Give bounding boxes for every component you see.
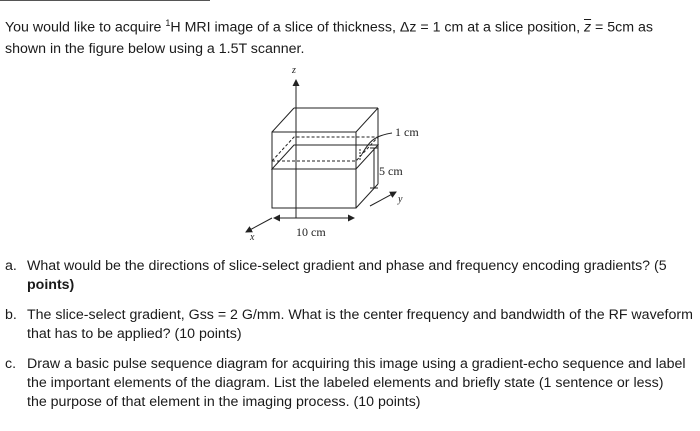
- question-text-line: that has to be applied? (10 points): [27, 326, 242, 342]
- question-text-line: What would be the directions of slice-select gradient and phase and frequency encoding gradients? (5: [27, 258, 667, 274]
- problem-statement: [5, 13, 695, 60]
- question-b: [5, 306, 695, 344]
- y-axis: [370, 192, 396, 206]
- thickness-label: 1 cm: [395, 125, 419, 139]
- question-letter: b.: [5, 307, 17, 323]
- x-axis-label: x: [250, 232, 255, 243]
- slice-geometry-diagram: [220, 58, 440, 248]
- isotope-superscript: 1: [165, 18, 171, 28]
- question-letter: a.: [5, 258, 17, 274]
- cube-front: [272, 132, 356, 208]
- width-label: 10 cm: [296, 225, 326, 239]
- question-letter: c.: [5, 356, 17, 372]
- question-text-line: the important elements of the diagram. List the labeled elements and briefly state (1 sentence or less): [27, 375, 664, 391]
- slice-slab: [272, 137, 378, 161]
- question-list: [5, 257, 695, 423]
- y-axis-label: y: [398, 194, 403, 205]
- thickness-leader: [362, 133, 392, 154]
- slice-geometry-figure: [220, 58, 440, 248]
- position-label: 5 cm: [379, 164, 403, 178]
- x-axis: [246, 218, 272, 232]
- question-text-line: The slice-select gradient, Gss = 2 G/mm. What is the center frequency and bandwidth of the RF waveform: [27, 307, 693, 323]
- intro-text-3: = 5cm as: [591, 19, 653, 36]
- question-a: [5, 257, 695, 295]
- top-rule: [0, 0, 210, 1]
- z-bar-symbol: $\overline{z}$: [583, 19, 592, 36]
- z-axis-label: z: [292, 65, 296, 76]
- question-c: [5, 355, 695, 412]
- intro-text-4: shown in the figure below using a 1.5T scanner.: [5, 40, 305, 57]
- intro-text-2: H MRI image of a slice of thickness, Δz = 1 cm at a slice position,: [170, 19, 584, 36]
- question-text-line: Draw a basic pulse sequence diagram for acquiring this image using a gradient-echo sequence and label: [27, 356, 686, 372]
- question-text-line: the purpose of that element in the imaging process. (10 points): [27, 394, 421, 410]
- question-text-line: points): [27, 277, 75, 293]
- intro-text-1: You would like to acquire: [5, 19, 166, 36]
